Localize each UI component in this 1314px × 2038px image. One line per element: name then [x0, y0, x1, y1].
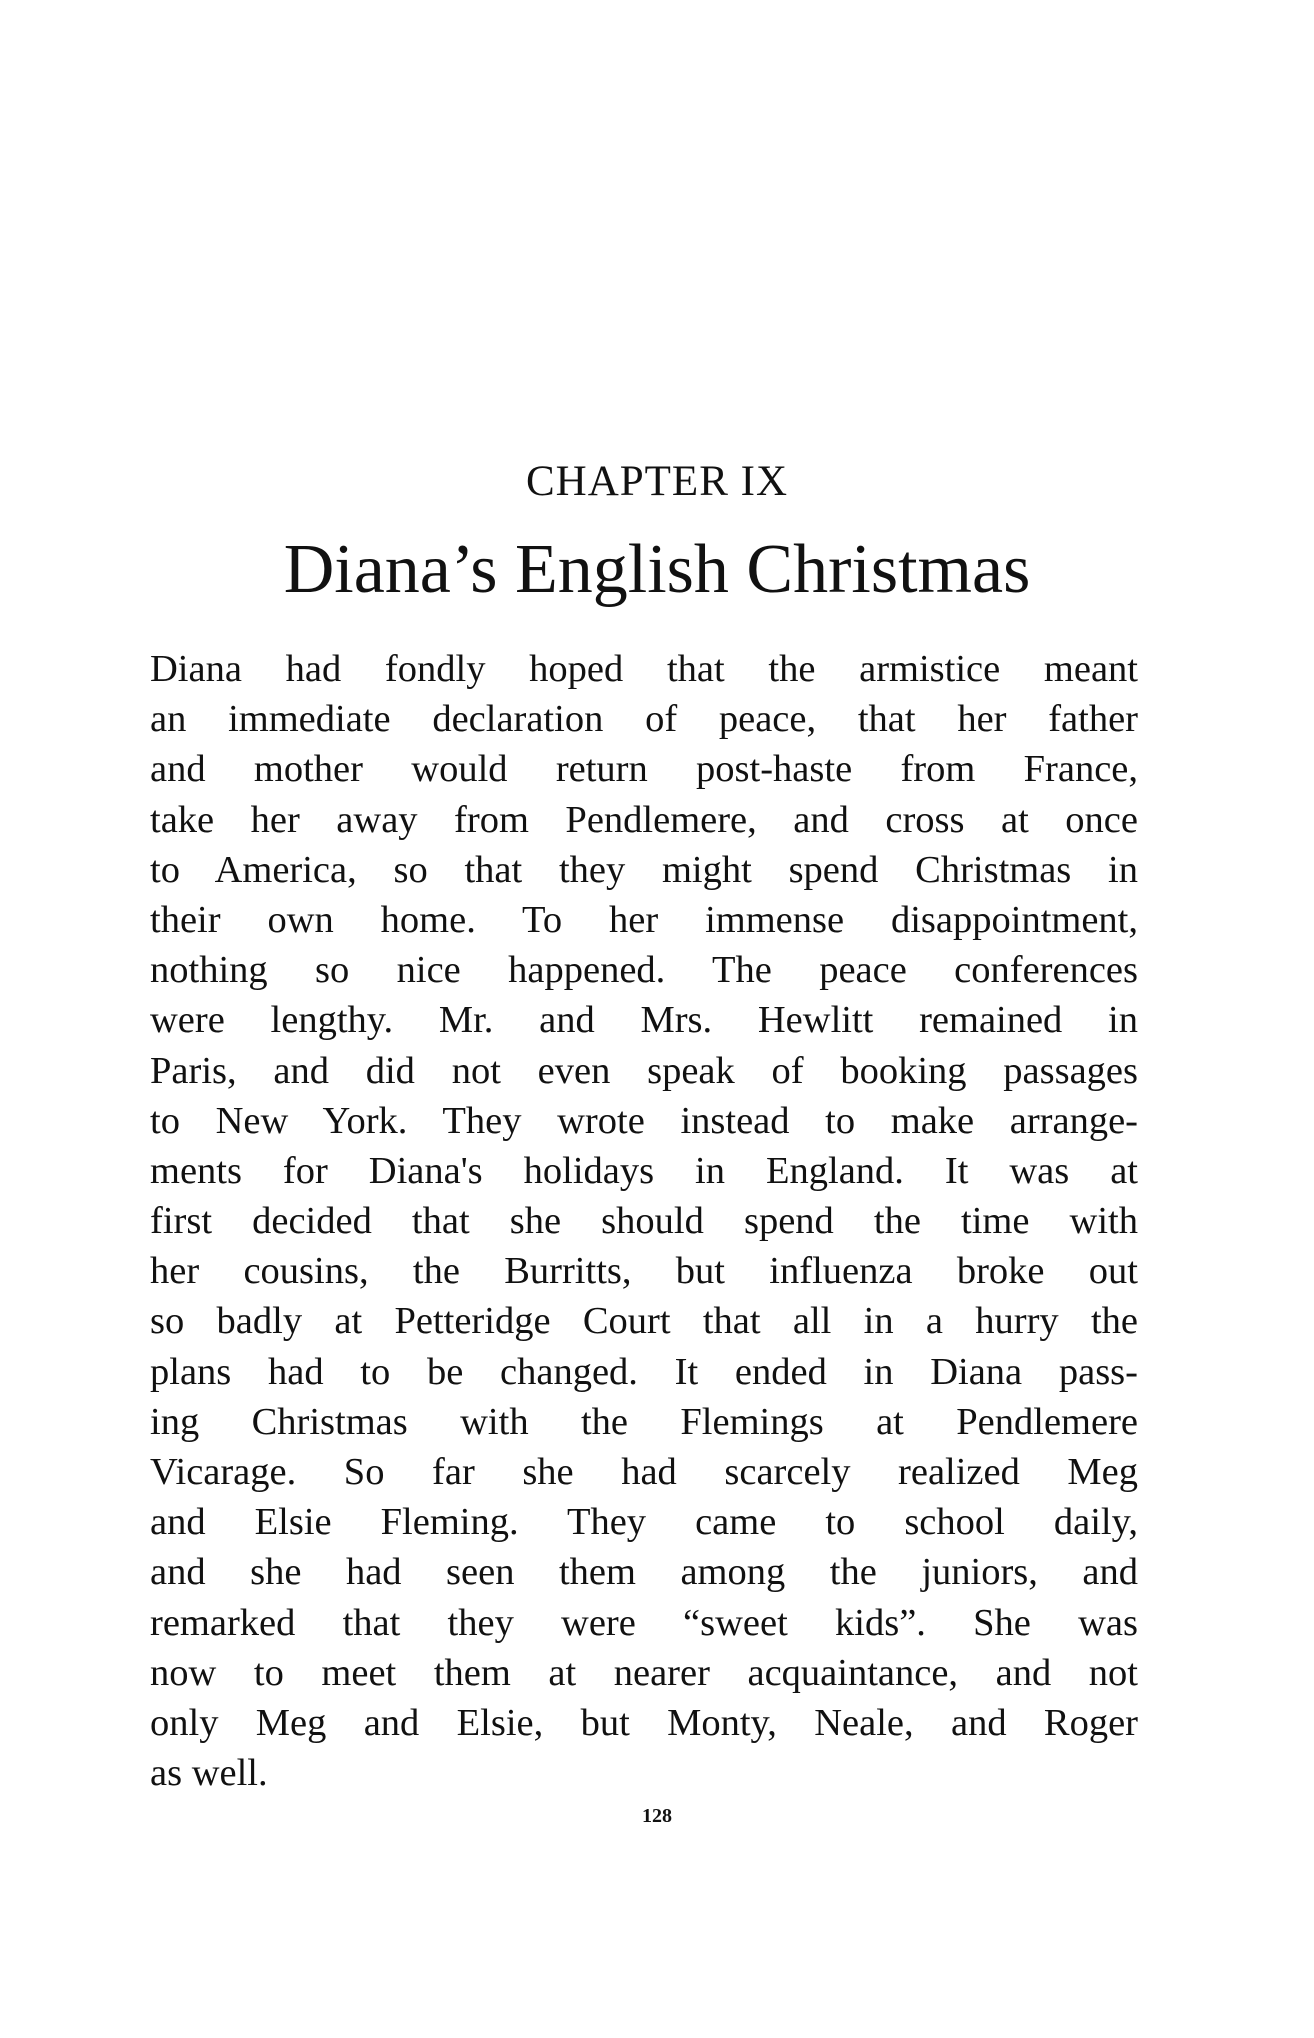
body-paragraph — [150, 644, 1138, 1798]
text-line: plans had to be changed. It ended in Diana pass- — [150, 1350, 1138, 1393]
text-line: ments for Diana's holidays in England. It was at — [150, 1149, 1138, 1192]
text-line: Diana had fondly hoped that the armistice meant — [150, 648, 1138, 690]
text-line: first decided that she should spend the time with — [150, 1200, 1138, 1243]
text-line: remarked that they were “sweet kids”. She was — [150, 1601, 1138, 1644]
text-line: and mother would return post-haste from France, — [150, 748, 1138, 791]
text-line: and she had seen them among the juniors, and — [150, 1551, 1138, 1594]
chapter-number: CHAPTER IX — [525, 458, 789, 505]
text-line: were lengthy. Mr. and Mrs. Hewlitt remained in — [150, 999, 1138, 1042]
text-line: Paris, and did not even speak of booking passages — [150, 1049, 1138, 1092]
text-line: so badly at Petteridge Court that all in a hurry the — [150, 1300, 1138, 1343]
text-line: their own home. To her immense disappointment, — [150, 898, 1138, 941]
text-line: an immediate declaration of peace, that her father — [150, 698, 1138, 741]
page-number: 128 — [642, 1805, 672, 1827]
chapter-title: Diana’s English Christmas — [283, 531, 1031, 608]
text-line: take her away from Pendlemere, and cross at once — [150, 798, 1138, 841]
text-line: Vicarage. So far she had scarcely realized Meg — [150, 1451, 1138, 1493]
text-line: now to meet them at nearer acquaintance, and not — [150, 1651, 1138, 1694]
text-line: ing Christmas with the Flemings at Pendlemere — [150, 1400, 1138, 1443]
text-line: to New York. They wrote instead to make arrange- — [150, 1099, 1138, 1142]
text-line: her cousins, the Burritts, but influenza broke out — [150, 1250, 1138, 1293]
text-line: to America, so that they might spend Christmas in — [150, 848, 1138, 891]
text-line: as well. — [150, 1752, 268, 1795]
text-line: and Elsie Fleming. They came to school daily, — [150, 1501, 1138, 1544]
text-line: nothing so nice happened. The peace conferences — [150, 949, 1138, 992]
text-line: only Meg and Elsie, but Monty, Neale, and Roger — [150, 1701, 1138, 1744]
